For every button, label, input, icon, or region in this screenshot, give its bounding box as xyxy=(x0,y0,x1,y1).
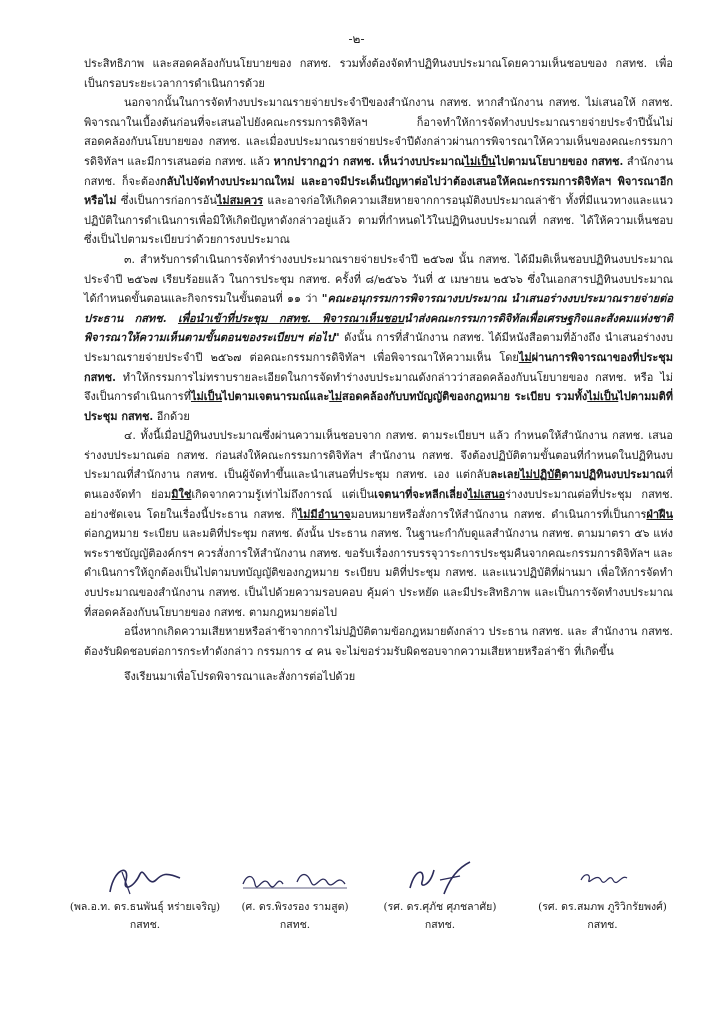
p4-underline-5: ฝ่าฝืน xyxy=(646,507,673,521)
signatory-2-name: (ศ. ดร.พิรงรอง รามสูต) xyxy=(241,901,349,913)
p4-text-5: มอบหมายหรือสั่งการให้สำนักงาน กสทช. ดำเนินการที่เป็นการ xyxy=(350,507,647,521)
p4-underline-4: ไม่มีอำนาจ xyxy=(297,507,351,521)
p4-text-3: เกิดจากความรู้เท่าไม่ถึงการณ์ แต่เป็น xyxy=(191,488,375,502)
signatory-3-name: (รศ. ดร.ศุภัช ศุภชลาศัย) xyxy=(383,901,497,913)
letter-body xyxy=(84,54,673,687)
p3-bold-2: ไปตามเจตนารมณ์และ xyxy=(222,390,330,404)
signatory-3-position: กสทช. xyxy=(424,919,456,931)
p2-text-1: นอกจากนั้นในการจัดทำงบประมาณรายจ่ายประจำปีของสำนักงาน กสทช. หากสำนักงาน กสทช. ไม่เสนอให้ กสทช. พิจารณาในเบื้องต้นก่อนที่จะเสนอไปยังคณะกรรมการดิจิทัลฯ ก็อาจทำให้การจัดทำงบประมาณรายจ่ายประจำปีนั้นไม่สอดคล้องกับนโยบายของ กสทช. และเมื่องบประมาณรายจ่ายประจำปีดังกล่าวผ่านการพิจารณาให้ความเห็นของคณะกรรมการดิจิทัลฯ และมีการเสนอต่อ กสทช. แล้ว xyxy=(84,96,673,168)
handwritten-signature-1-icon xyxy=(100,858,190,898)
p2-text-3: ซึ่งเป็นการก่อการอัน xyxy=(116,194,217,208)
page-number: -๒- xyxy=(348,32,365,46)
p4-underline-1: ไม่ปฏิบัติ xyxy=(519,468,562,482)
p1-text: ประสิทธิภาพ และสอดคล้องกับนโยบายของ กสทช. รวมทั้งต้องจัดทำปฏิทินงบประมาณโดยความเห็นชอบของ กสทช. เพื่อเป็นกรอบระยะเวลาการดำเนินการด้วย xyxy=(84,57,673,90)
p2-text-4: และอาจก่อให้เกิดความเสียหายจากการอนุมัติงบประมาณล่าช้า ทั้งที่มีแนวทางและแนวปฏิบัติในการดำเนินการเพื่อมิให้เกิดปัญหาดังกล่าวอยู่แล้ว ตามที่กำหนดไว้ในปฏิทินงบประมาณที่ กสทช. ได้ให้ความเห็นชอบซึ่งเป็นไปตามระเบียบว่าด้วยการงบประมาณ xyxy=(84,194,673,247)
signature-2 xyxy=(220,858,370,898)
p3-underline-4: ไม่เป็น xyxy=(587,390,619,404)
p3-quote-1: "คณะอนุกรรมการพิจารณางบประมาณ นำเสนอร่างงบประมาณรายจ่ายต่อ ประธาน กสทช. xyxy=(84,292,673,325)
signature-1 xyxy=(60,858,230,898)
p3-underline-2: ไม่เป็น xyxy=(190,390,222,404)
signatory-4 xyxy=(515,858,690,934)
p3-quote-underline: เพื่อนำเข้าที่ประชุม กสทช. พิจารณาเห็นชอบ xyxy=(177,311,405,325)
p2-underline-2: ไม่สมควร xyxy=(216,194,264,208)
p5-text: อนึ่งหากเกิดความเสียหายหรือล่าช้าจากการไม่ปฏิบัติตามข้อกฎหมายดังกล่าว ประธาน กสทช. และ สำนักงาน กสทช. ต้องรับผิดชอบต่อการกระทำดังกล่าว กรรมการ ๔ คน จะไม่ขอร่วมรับผิดชอบจากความเสียหายหรือล่าช้า ที่เกิดขึ้น xyxy=(84,625,673,658)
p3-bold-4: ไปตามมติที่ประชุม กสทช. xyxy=(84,390,673,423)
p3-bold-1: ผ่านการพิจารณาของที่ประชุม กสทช. xyxy=(84,350,673,384)
handwritten-signature-3-icon xyxy=(400,858,480,898)
handwritten-signature-4-icon xyxy=(573,858,633,898)
paragraph-4 xyxy=(84,426,673,622)
p2-bold-3: กลับไปจัดทำงบประมาณใหม่ และอาจมีประเด็นปัญหาต่อไปว่าต้องเสนอให้คณะกรรมการดิจิทัลฯ พิจารณาอีกหรือไม่ xyxy=(84,174,674,208)
paragraph-1 xyxy=(84,54,673,93)
signatory-1 xyxy=(60,858,230,934)
signatory-1-name: (พล.อ.ท. ดร.ธนพันธุ์ หร่ายเจริญ) xyxy=(69,901,221,913)
p3-underline-1: ไม่ xyxy=(518,350,532,364)
p4-bold-1: ละเลย xyxy=(490,468,520,482)
p3-text-3: ทำให้กรรมการไม่ทราบรายละเอียดในการจัดทำร่างงบประมาณดังกล่าวว่าสอดคล้องกับนโยบายของ กสทช. หรือ ไม่ จึงเป็นการดำเนินการที่ xyxy=(84,370,673,404)
p4-text-6: ต่อกฎหมาย ระเบียบ และมติที่ประชุม กสทช. ดังนั้น ประธาน กสทช. ในฐานะกำกับดูแลสำนักงาน กสทช. ตามมาตรา ๕๖ แห่งพระราชบัญญัติองค์กรฯ ควรสั่งการให้สำนักงาน กสทช. ขอรับเรื่องการบรรจุวาระการประชุมคืนจากคณะกรรมการดิจิทัลฯ และดำเนินการให้ถูกต้องเป็นไปตามบทบัญญัติของกฎหมาย ระเบียบ มติที่ประชุม กสทช. และแนวปฏิบัติที่ผ่านมา เพื่อให้การจัดทำงบประมาณของสำนักงาน กสทช. เป็นไปด้วยความรอบคอบ คุ้มค่า ประหยัด และมีประสิทธิภาพ และเป็นการจัดทำงบประมาณที่สอดคล้องกับนโยบายของ กสทช. ตามกฎหมายต่อไป xyxy=(84,527,673,619)
paragraph-3 xyxy=(84,250,673,426)
closing-line: จึงเรียนมาเพื่อโปรดพิจารณาและสั่งการต่อไปด้วย xyxy=(124,670,356,684)
p2-bold-1: หากปรากฏว่า กสทช. เห็นว่างบประมาณ xyxy=(273,154,465,168)
signatory-2-position: กสทช. xyxy=(279,919,311,931)
p4-underline-3: ไม่เสนอ xyxy=(467,488,506,502)
p4-bold-2: ตามปฏิทินงบประมาณ xyxy=(561,468,666,482)
signature-3 xyxy=(365,858,515,898)
p2-bold-2: ไปตามนโยบายของ กสทช. xyxy=(495,154,624,168)
paragraph-2 xyxy=(84,93,673,250)
handwritten-signature-2-icon xyxy=(235,858,355,898)
paragraph-5 xyxy=(84,622,673,661)
signature-4 xyxy=(515,858,690,898)
signatory-2 xyxy=(220,858,370,934)
p3-quote-2: นำส่งคณะกรรมการดิจิทัลเพื่อเศรษฐกิจและสังคมแห่งชาติพิจารณาให้ความเห็นตามขั้นตอนของระเบียบฯ ต่อไป" xyxy=(84,311,673,345)
p4-text-1: ๔. ทั้งนี้เมื่อปฏิทินงบประมาณซึ่งผ่านความเห็นชอบจาก กสทช. ตามระเบียบฯ แล้ว กำหนดให้สำนักงาน กสทช. เสนอร่างงบประมาณต่อ กสทช. ก่อนส่งให้คณะกรรมการดิจิทัลฯ สำนักงาน กสทช. จึงต้องปฏิบัติตามขั้นตอนที่กำหนดในปฏิทินงบประมาณที่สำนักงาน กสทช. เป็นผู้จัดทำขึ้นและนำเสนอที่ประชุม กสทช. เอง แต่กลับ xyxy=(84,429,673,482)
p2-text-2: สำนักงาน กสทช. ก็จะต้อง xyxy=(84,154,673,188)
p2-underline-1: ไม่เป็น xyxy=(464,154,496,168)
p3-underline-3: ไม่ xyxy=(329,390,343,404)
p3-text-1: ๓. สำหรับการดำเนินการจัดทำร่างงบประมาณรายจ่ายประจำปี ๒๕๖๗ นั้น กสทช. ได้มีมติเห็นชอบปฏิทินงบประมาณประจำปี ๒๕๖๗ เรียบร้อยแล้ว ในการประชุม กสทช. ครั้งที่ ๘/๒๕๖๖ วันที่ ๕ เมษายน ๒๕๖๖ ซึ่งในเอกสารปฏิทินงบประมาณได้กำหนดขั้นตอนและกิจกรรมในขั้นตอนที่ ๑๑ ว่า xyxy=(84,252,673,306)
signature-block xyxy=(60,858,700,998)
p4-text-2: ที่ตนเองจัดทำ ย่อม xyxy=(84,468,673,502)
p4-underline-2: มิใช่ xyxy=(171,488,192,502)
p4-text-4: ร่างงบประมาณต่อที่ประชุม กสทช. อย่างชัดเจน โดยในเรื่องนี้ประธาน กสทช. ก็ xyxy=(84,488,674,521)
signatory-4-position: กสทช. xyxy=(587,919,618,931)
p3-text-2: ดังนั้น การที่สำนักงาน กสทช. ได้มีหนังสือตามที่อ้างถึง นำเสนอร่างงบประมาณรายจ่ายประจำปี ๒๕๖๗ ต่อคณะกรรมการดิจิทัลฯ เพื่อพิจารณาให้ความเห็น โดย xyxy=(84,331,673,364)
p3-text-4: อีกด้วย xyxy=(153,409,190,423)
p3-bold-3: สอดคล้องกับบทบัญญัติของกฎหมาย ระเบียบ รวมทั้ง xyxy=(342,390,588,404)
signatory-4-name: (รศ. ดร.สมภพ ภูริวิกรัยพงศ์) xyxy=(538,901,667,913)
signatory-3 xyxy=(365,858,515,934)
signatory-1-position: กสทช. xyxy=(129,919,161,931)
p4-bold-3: เจตนาที่จะหลีกเลี่ยง xyxy=(374,488,468,502)
